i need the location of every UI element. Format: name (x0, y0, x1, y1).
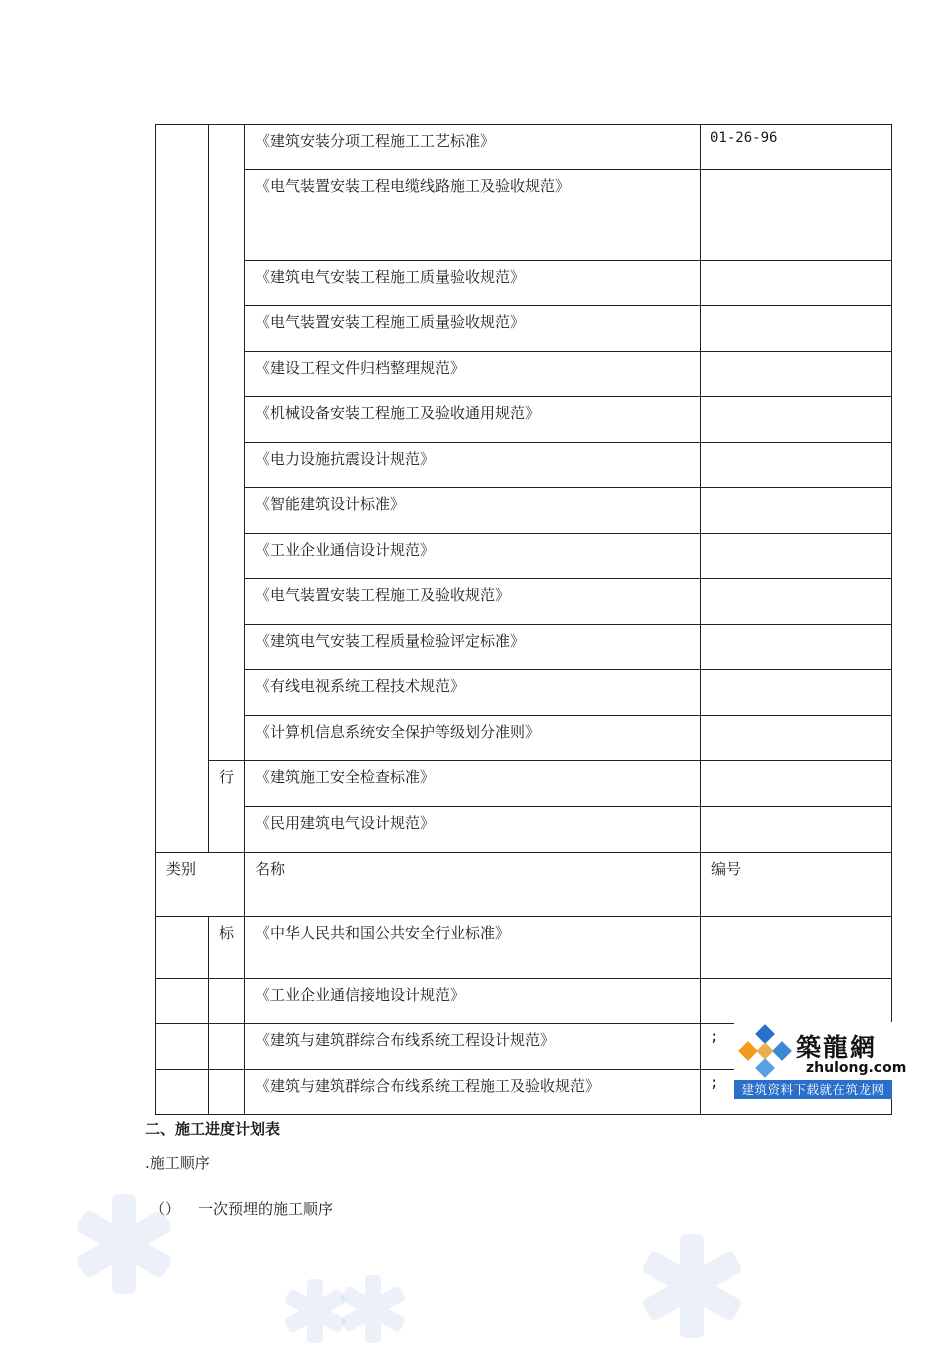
table-row (156, 170, 892, 261)
standard-number: 01-26-96 (701, 125, 892, 170)
logo-chinese-name: 築龍網 (796, 1033, 878, 1062)
category-cell (156, 917, 209, 979)
watermark-snowflake-icon (336, 1272, 410, 1344)
table-row (156, 397, 892, 443)
watermark-snowflake-icon (634, 1228, 750, 1344)
table-row (156, 125, 892, 170)
standard-number (701, 443, 892, 488)
standard-name: 《电气装置安装工程施工质量验收规范》 (245, 306, 701, 352)
standard-name: 《智能建筑设计标准》 (245, 488, 701, 534)
standard-number (701, 534, 892, 579)
subcategory-label: 标 (209, 917, 245, 979)
category-cell (156, 125, 209, 853)
subcategory-cell (209, 125, 245, 761)
header-name: 名称 (245, 853, 701, 917)
standard-number (701, 488, 892, 534)
standard-number (701, 716, 892, 761)
subcategory-cell (209, 979, 245, 1024)
standards-table (155, 124, 892, 1115)
subcategory-label: 行 (209, 761, 245, 853)
table-row (156, 625, 892, 670)
standard-name: 《计算机信息系统安全保护等级划分准则》 (245, 716, 701, 761)
standard-name: 《机械设备安装工程施工及验收通用规范》 (245, 397, 701, 443)
standard-number (701, 670, 892, 716)
standard-number (701, 807, 892, 853)
category-cell (156, 979, 209, 1024)
subsection-title: .施工顺序 (145, 1154, 210, 1172)
table-row (156, 352, 892, 397)
table-row (156, 306, 892, 352)
standard-name: 《工业企业通信设计规范》 (245, 534, 701, 579)
table-row (156, 534, 892, 579)
standard-number (701, 917, 892, 979)
subcategory-cell (209, 1070, 245, 1115)
header-number: 编号 (701, 853, 892, 917)
standard-name: 《建筑与建筑群综合布线系统工程施工及验收规范》 (245, 1070, 701, 1115)
table-row (156, 917, 892, 979)
logo-domain: zhulong.com (806, 1060, 907, 1076)
standard-name: 《电气装置安装工程施工及验收规范》 (245, 579, 701, 625)
logo-mark-icon (736, 1024, 794, 1078)
table-row (156, 261, 892, 306)
table-header-row (156, 853, 892, 917)
table-row (156, 716, 892, 761)
table-row (156, 807, 892, 853)
item-marker: （） (150, 1200, 181, 1218)
item-text: 一次预埋的施工顺序 (198, 1200, 334, 1218)
table-row (156, 670, 892, 716)
table-row (156, 761, 892, 807)
header-category: 类别 (156, 853, 245, 917)
standard-number (701, 170, 892, 261)
standard-number (701, 352, 892, 397)
section-title: 二、施工进度计划表 (145, 1120, 281, 1138)
standard-name: 《建筑电气安装工程质量检验评定标准》 (245, 625, 701, 670)
watermark-snowflake-icon (68, 1188, 180, 1300)
standard-number: ; (701, 1024, 892, 1070)
standard-name: 《建筑安装分项工程施工工艺标准》 (245, 125, 701, 170)
standard-name: 《工业企业通信接地设计规范》 (245, 979, 701, 1024)
standard-number (701, 761, 892, 807)
standard-number: ; (701, 1070, 892, 1115)
table-row (156, 979, 892, 1024)
zhulong-logo (734, 1022, 907, 1099)
logo-slogan: 建筑资料下载就在筑龙网 (734, 1080, 892, 1099)
standard-name: 《中华人民共和国公共安全行业标准》 (245, 917, 701, 979)
standard-number (701, 625, 892, 670)
category-cell (156, 1024, 209, 1070)
category-cell (156, 1070, 209, 1115)
standard-number (701, 579, 892, 625)
standard-name: 《电气装置安装工程电缆线路施工及验收规范》 (245, 170, 701, 261)
standard-name: 《有线电视系统工程技术规范》 (245, 670, 701, 716)
table-row (156, 488, 892, 534)
standard-name: 《电力设施抗震设计规范》 (245, 443, 701, 488)
standard-name: 《建筑电气安装工程施工质量验收规范》 (245, 261, 701, 306)
standard-name: 《建设工程文件归档整理规范》 (245, 352, 701, 397)
standard-number (701, 979, 892, 1024)
table-row (156, 443, 892, 488)
subcategory-cell (209, 1024, 245, 1070)
standard-name: 《民用建筑电气设计规范》 (245, 807, 701, 853)
standard-name: 《建筑施工安全检查标准》 (245, 761, 701, 807)
standard-name: 《建筑与建筑群综合布线系统工程设计规范》 (245, 1024, 701, 1070)
table-row (156, 579, 892, 625)
standard-number (701, 261, 892, 306)
standard-number (701, 397, 892, 443)
standard-number (701, 306, 892, 352)
